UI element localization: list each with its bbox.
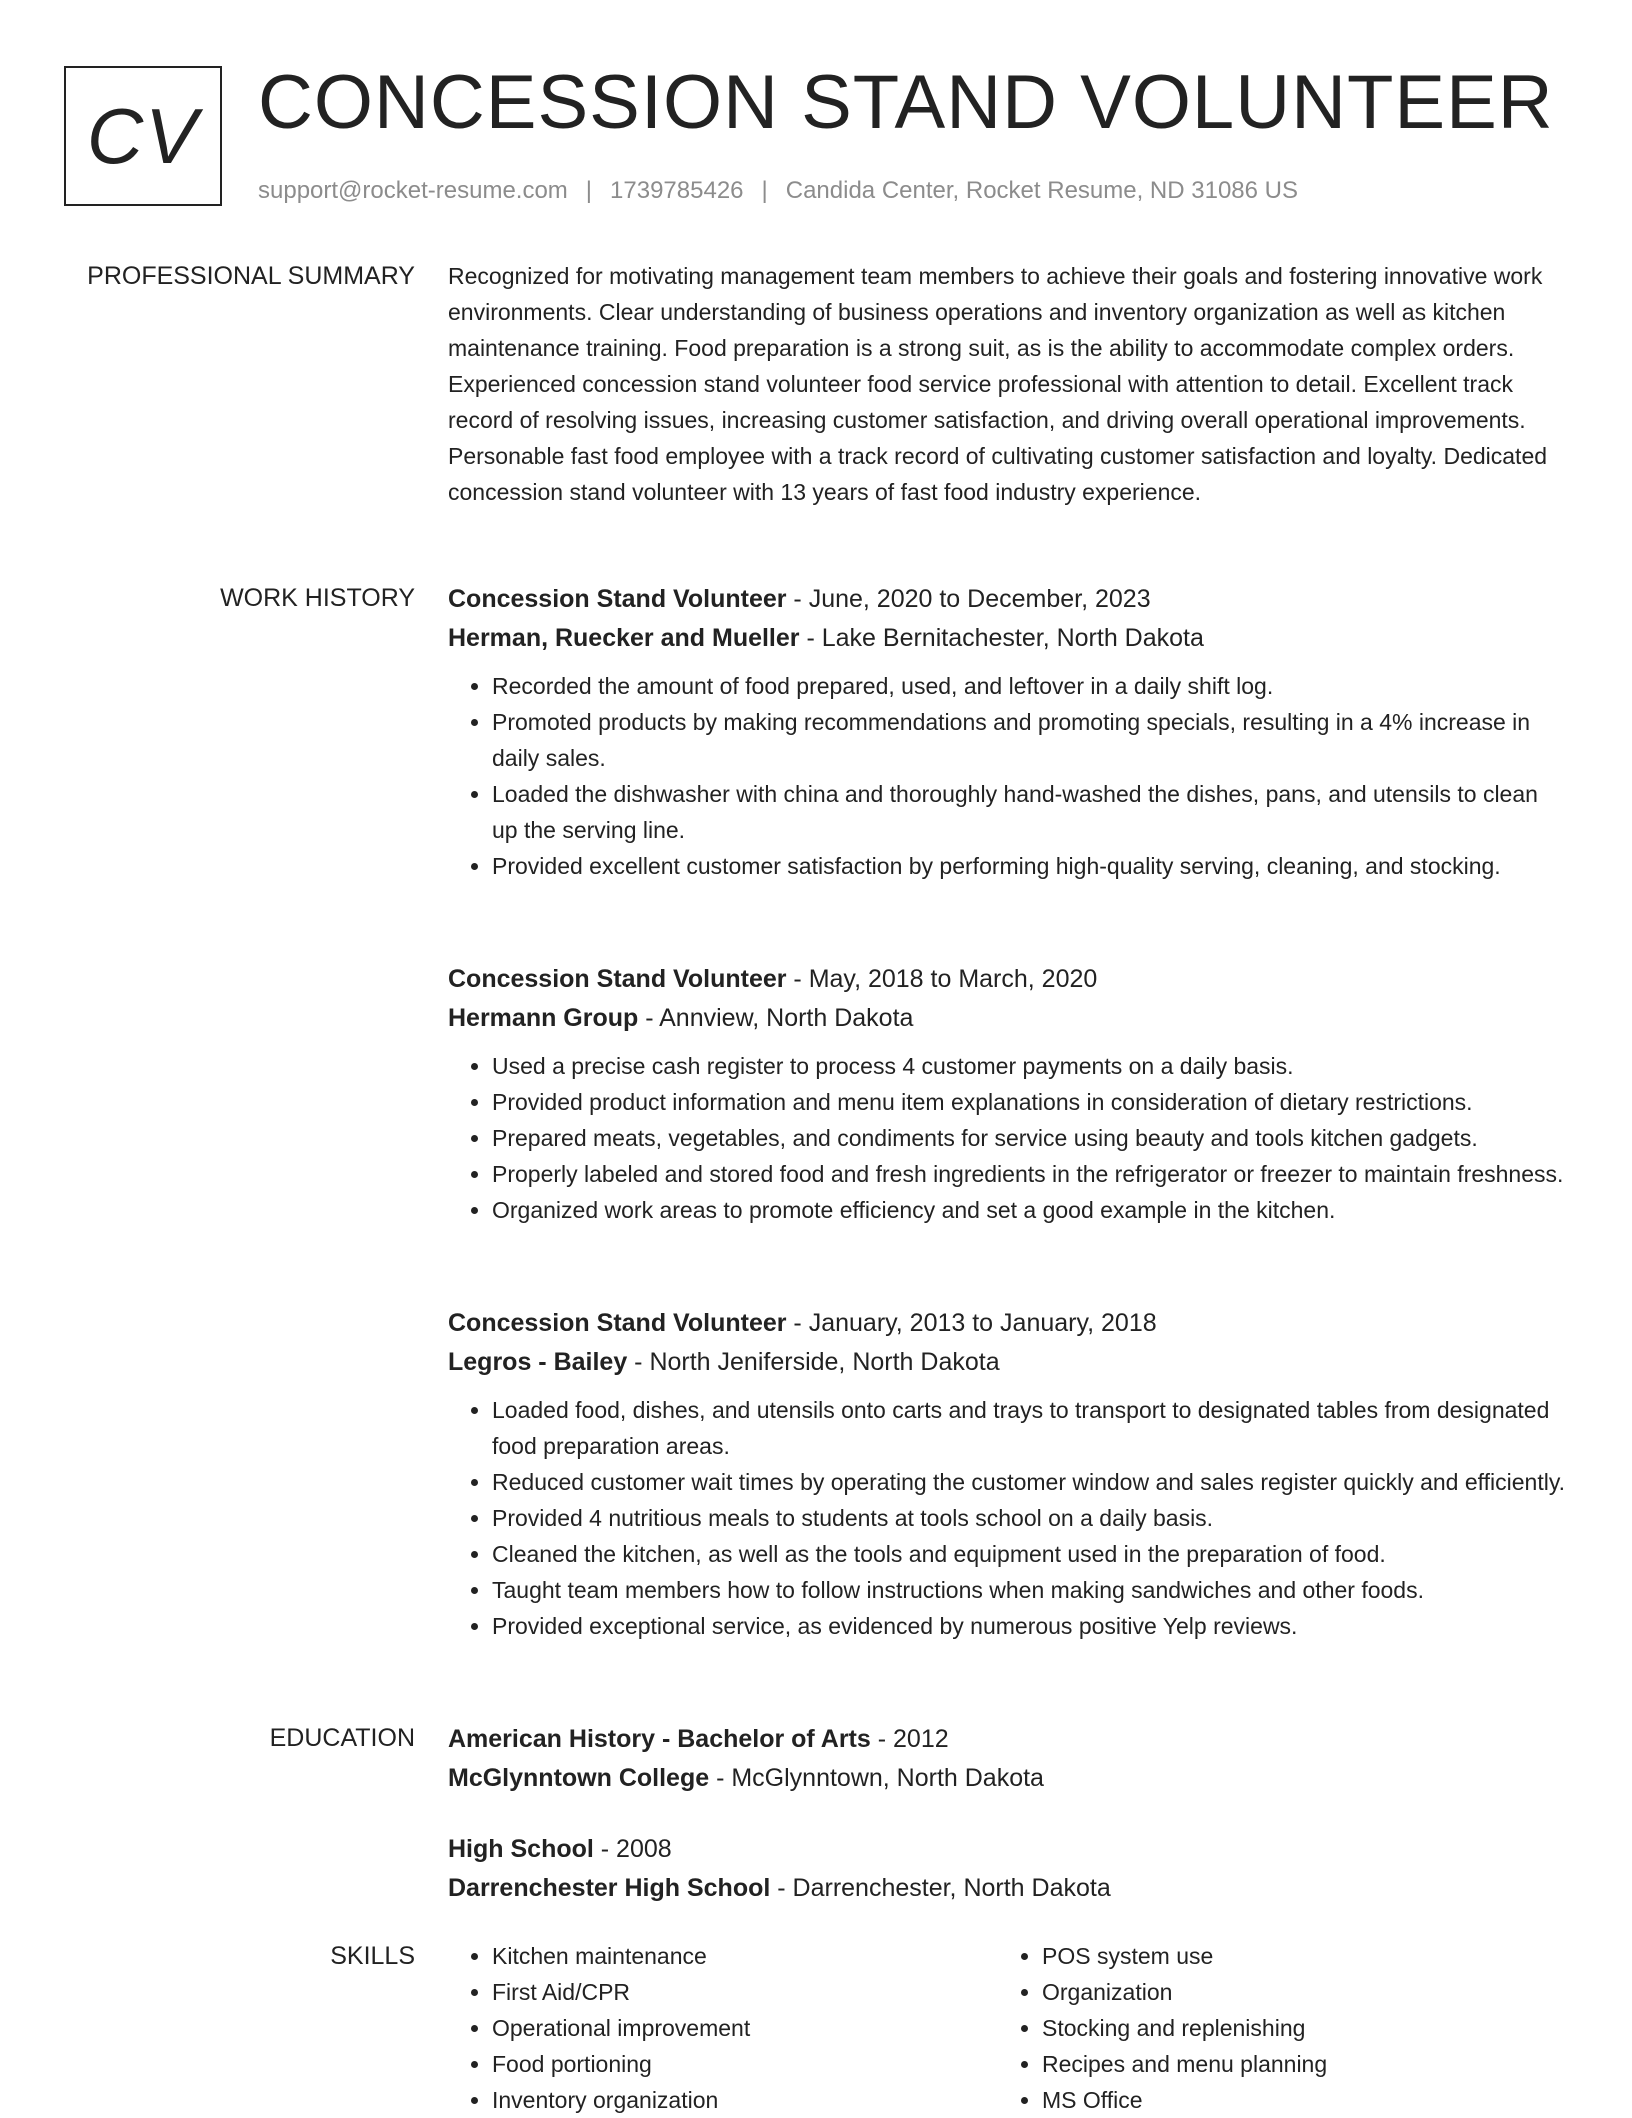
job-bullets bbox=[448, 668, 1568, 884]
cv-logo bbox=[64, 66, 222, 206]
skills-list-left bbox=[448, 1938, 998, 2118]
skill-item: • First Aid/CPR bbox=[492, 1974, 998, 2010]
job-dates: - January, 2013 to January, 2018 bbox=[786, 1309, 1157, 1337]
job-dates: - May, 2018 to March, 2020 bbox=[786, 965, 1098, 993]
education-school: McGlynntown College bbox=[448, 1764, 710, 1792]
list-item: • Loaded the dishwasher with china and thoroughly hand-washed the dishes, pans, and utensils to clean up the serving line. bbox=[492, 776, 1568, 848]
education-degree: American History - Bachelor of Arts bbox=[448, 1725, 871, 1753]
job-company: Hermann Group bbox=[448, 1004, 639, 1032]
skill-item: • Stocking and replenishing bbox=[1042, 2010, 1548, 2046]
job-company-line bbox=[448, 619, 1568, 658]
education-school-line bbox=[448, 1759, 1568, 1798]
skills-grid bbox=[448, 1938, 1568, 2118]
contact-phone: 1739785426 bbox=[610, 177, 744, 204]
education-school-line bbox=[448, 1869, 1568, 1908]
job-location: - Lake Bernitachester, North Dakota bbox=[799, 624, 1204, 652]
job-title-line bbox=[448, 580, 1568, 619]
list-item: • Provided exceptional service, as evidenced by numerous positive Yelp reviews. bbox=[492, 1608, 1568, 1644]
job-entry bbox=[448, 1304, 1568, 1644]
job-company: Herman, Ruecker and Mueller bbox=[448, 624, 800, 652]
skill-item: • POS system use bbox=[1042, 1938, 1548, 1974]
education-year: - 2008 bbox=[593, 1835, 672, 1863]
contact-line bbox=[258, 174, 1298, 208]
section-label-skills: SKILLS bbox=[330, 1942, 415, 1970]
skill-item: • Organization bbox=[1042, 1974, 1548, 2010]
list-item: • Prepared meats, vegetables, and condiments for service using beauty and tools kitchen gadgets. bbox=[492, 1120, 1568, 1156]
section-label-education: EDUCATION bbox=[269, 1724, 415, 1752]
job-location: - Annview, North Dakota bbox=[638, 1004, 914, 1032]
job-entry bbox=[448, 960, 1568, 1228]
contact-email: support@rocket-resume.com bbox=[258, 177, 568, 204]
job-role: Concession Stand Volunteer bbox=[448, 965, 787, 993]
job-location: - North Jeniferside, North Dakota bbox=[627, 1348, 1000, 1376]
education-year: - 2012 bbox=[870, 1725, 949, 1753]
list-item: • Provided 4 nutritious meals to students at tools school on a daily basis. bbox=[492, 1500, 1568, 1536]
education-school: Darrenchester High School bbox=[448, 1874, 771, 1902]
education-degree-line bbox=[448, 1830, 1568, 1869]
education-location: - McGlynntown, North Dakota bbox=[709, 1764, 1044, 1792]
job-company-line bbox=[448, 999, 1568, 1038]
list-item: • Loaded food, dishes, and utensils onto carts and trays to transport to designated tables from designated food preparation areas. bbox=[492, 1392, 1568, 1464]
list-item: • Used a precise cash register to process 4 customer payments on a daily basis. bbox=[492, 1048, 1568, 1084]
job-role: Concession Stand Volunteer bbox=[448, 585, 787, 613]
skill-item: • Inventory organization bbox=[492, 2082, 998, 2118]
skill-item: • Recipes and menu planning bbox=[1042, 2046, 1548, 2082]
list-item: • Reduced customer wait times by operating the customer window and sales register quickly and efficiently. bbox=[492, 1464, 1568, 1500]
education-location: - Darrenchester, North Dakota bbox=[770, 1874, 1111, 1902]
list-item: • Provided excellent customer satisfaction by performing high-quality serving, cleaning, and stocking. bbox=[492, 848, 1568, 884]
job-dates: - June, 2020 to December, 2023 bbox=[786, 585, 1151, 613]
section-label-summary: PROFESSIONAL SUMMARY bbox=[87, 262, 415, 290]
job-bullets bbox=[448, 1392, 1568, 1644]
job-bullets bbox=[448, 1048, 1568, 1228]
contact-address: Candida Center, Rocket Resume, ND 31086 US bbox=[785, 177, 1299, 204]
section-label-work-history: WORK HISTORY bbox=[220, 584, 415, 612]
contact-separator: | bbox=[761, 177, 768, 204]
list-item: • Promoted products by making recommendations and promoting specials, resulting in a 4% increase in daily sales. bbox=[492, 704, 1568, 776]
education-degree: High School bbox=[448, 1835, 594, 1863]
list-item: • Recorded the amount of food prepared, used, and leftover in a daily shift log. bbox=[492, 668, 1568, 704]
page-title: CONCESSION STAND VOLUNTEER bbox=[258, 60, 1554, 145]
skills-list-right bbox=[998, 1938, 1548, 2118]
skill-item: • Operational improvement bbox=[492, 2010, 998, 2046]
cv-logo-text: CV bbox=[86, 92, 200, 180]
list-item: • Taught team members how to follow instructions when making sandwiches and other foods. bbox=[492, 1572, 1568, 1608]
job-company: Legros - Bailey bbox=[448, 1348, 628, 1376]
job-role: Concession Stand Volunteer bbox=[448, 1309, 787, 1337]
list-item: • Organized work areas to promote efficiency and set a good example in the kitchen. bbox=[492, 1192, 1568, 1228]
job-entry bbox=[448, 580, 1568, 884]
job-title-line bbox=[448, 960, 1568, 999]
skill-item: • Food portioning bbox=[492, 2046, 998, 2082]
education-degree-line bbox=[448, 1720, 1568, 1759]
list-item: • Cleaned the kitchen, as well as the tools and equipment used in the preparation of food. bbox=[492, 1536, 1568, 1572]
job-company-line bbox=[448, 1343, 1568, 1382]
skill-item: • Kitchen maintenance bbox=[492, 1938, 998, 1974]
summary-text: Recognized for motivating management team members to achieve their goals and fostering innovative work environments. Clear understanding of business operations and inventory organization as well as kitchen maintenance training. Food preparation is a strong suit, as is the ability to accommodate complex orders. Experienced concession stand volunteer food service professional with attention to detail. Excellent track record of resolving issues, increasing customer satisfaction, and driving overall operational improvements. Personable fast food employee with a track record of cultivating customer satisfaction and loyalty. Dedicated concession stand volunteer with 13 years of fast food industry experience. bbox=[448, 263, 1548, 505]
skill-item: • MS Office bbox=[1042, 2082, 1548, 2118]
job-title-line bbox=[448, 1304, 1568, 1343]
list-item: • Provided product information and menu item explanations in consideration of dietary restrictions. bbox=[492, 1084, 1568, 1120]
list-item: • Properly labeled and stored food and fresh ingredients in the refrigerator or freezer to maintain freshness. bbox=[492, 1156, 1568, 1192]
contact-separator: | bbox=[585, 177, 593, 204]
